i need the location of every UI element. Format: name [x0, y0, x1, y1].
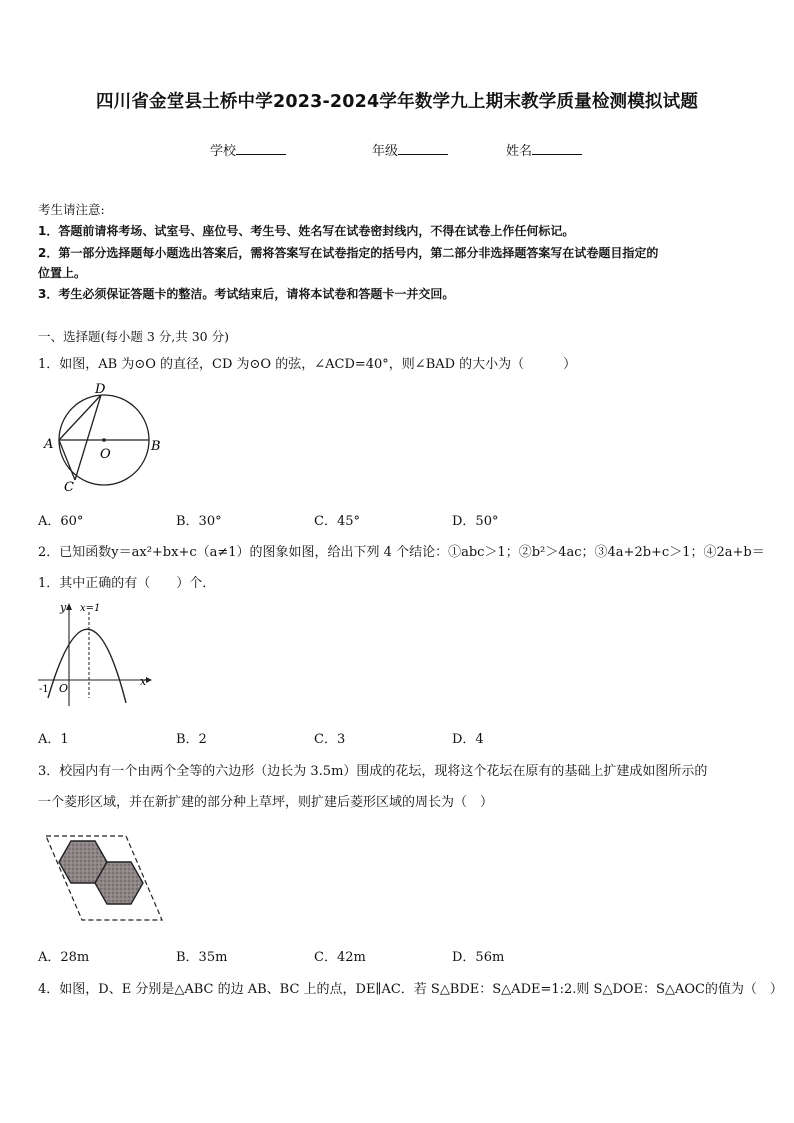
circle-figure — [38, 378, 178, 496]
q2-option-a[interactable]: A．1 — [38, 732, 69, 747]
q2-option-b[interactable]: B．2 — [176, 732, 207, 747]
question-4-text: 4．如图，D、E 分别是△ABC 的边 AB、BC 上的点，DE∥AC．若 S△BDE：S△ADE=1:2.则 S△DOE：S△AOC的值为（ ） — [38, 982, 783, 997]
q3-option-a[interactable]: A．28m — [38, 950, 90, 965]
question-2-text-line2: 1．其中正确的有（ ）个． — [38, 576, 216, 591]
label-x-eq-1: x=1 — [80, 603, 101, 614]
rhombus-figure — [40, 828, 170, 928]
notice-heading: 考生请注意: — [38, 202, 105, 217]
label-d: D — [95, 382, 106, 397]
q1-option-b[interactable]: B．30° — [176, 514, 222, 529]
label-a: A — [44, 437, 54, 452]
q3-option-c[interactable]: C．42m — [314, 950, 366, 965]
page-title: 四川省金堂县土桥中学2023-2024学年数学九上期末教学质量检测模拟试题 — [95, 92, 699, 112]
x-axis-arrow — [146, 677, 152, 683]
q1-option-c[interactable]: C．45° — [314, 514, 360, 529]
notice-item-2: 2．第一部分选择题每小题选出答案后，需将答案写在试卷指定的括号内，第二部分非选择题答案写在试卷题目指定的 — [38, 246, 659, 260]
q3-option-d[interactable]: D．56m — [452, 950, 505, 965]
parabola-figure — [34, 598, 154, 708]
notice-item-2-cont: 位置上。 — [38, 266, 87, 280]
q1-option-a[interactable]: A．60° — [38, 514, 84, 529]
notice-item-1: 1．答题前请将考场、试室号、座位号、考生号、姓名写在试卷密封线内，不得在试卷上作任何标记。 — [38, 224, 575, 238]
section-heading: 一、选择题(每小题 3 分,共 30 分) — [38, 329, 229, 344]
school-label: 学校 — [210, 144, 237, 159]
q3-option-b[interactable]: B．35m — [176, 950, 228, 965]
label-c: C — [64, 480, 74, 495]
chord-ac — [59, 440, 75, 480]
center-point — [102, 438, 106, 442]
chord-cd — [75, 395, 101, 480]
school-field[interactable] — [210, 140, 286, 159]
grade-label: 年级 — [372, 144, 399, 159]
label-origin: O — [59, 682, 69, 695]
q2-option-d[interactable]: D．4 — [452, 732, 484, 747]
question-2-text-line1: 2．已知函数y＝ax²+bx+c（a≠1）的图象如图，给出下列 4 个结论：①abc＞1；②b²＞4ac；③4a+2b+c＞1；④2a+b＝ — [38, 545, 765, 560]
label-o: O — [100, 447, 111, 462]
name-label: 姓名 — [506, 144, 533, 159]
label-b: B — [151, 439, 161, 454]
school-blank[interactable] — [236, 142, 286, 155]
question-3-text-line2: 一个菱形区域，并在新扩建的部分种上草坪，则扩建后菱形区域的周长为（ ） — [38, 795, 494, 810]
grade-blank[interactable] — [398, 142, 448, 155]
label-x: x — [140, 675, 147, 688]
label-neg-1: -1 — [39, 684, 49, 695]
name-blank[interactable] — [532, 142, 582, 155]
label-y: y — [60, 601, 67, 614]
q2-option-c[interactable]: C．3 — [314, 732, 346, 747]
grade-field[interactable] — [372, 140, 448, 159]
q1-option-d[interactable]: D．50° — [452, 514, 499, 529]
y-axis-arrow — [66, 603, 72, 610]
question-1-text: 1．如图，AB 为⊙O 的直径，CD 为⊙O 的弦，∠ACD=40°，则∠BAD 的大小为（ ） — [38, 357, 577, 372]
question-3-text-line1: 3．校园内有一个由两个全等的六边形（边长为 3.5m）围成的花坛，现将这个花坛在原有的基础上扩建成如图所示的 — [38, 764, 708, 779]
name-field[interactable] — [506, 140, 582, 159]
notice-item-3: 3．考生必须保证答题卡的整洁。考试结束后，请将本试卷和答题卡一并交回。 — [38, 287, 455, 301]
